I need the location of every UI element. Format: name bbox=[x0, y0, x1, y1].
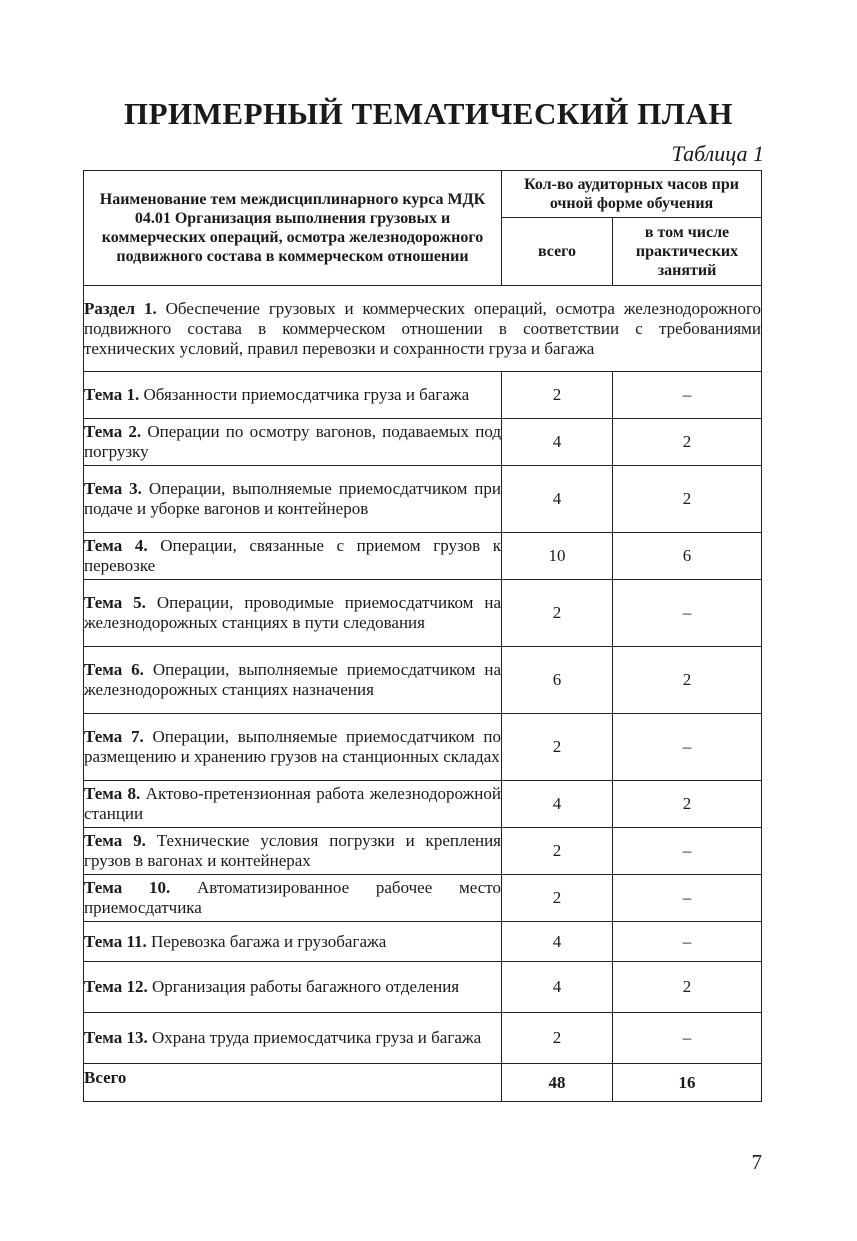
topic-text: Актово-претензионная работа железнодорожной станции bbox=[84, 784, 502, 823]
table-row bbox=[84, 419, 762, 466]
topic-name-cell bbox=[84, 875, 502, 922]
topic-total-hours: 4 bbox=[502, 962, 613, 1013]
topic-total-hours: 6 bbox=[502, 647, 613, 714]
topic-label: Тема 8. bbox=[84, 784, 141, 803]
topic-label: Тема 7. bbox=[84, 727, 144, 746]
topic-text: Охрана труда приемосдатчика груза и багажа bbox=[147, 1028, 482, 1047]
table-row bbox=[84, 533, 762, 580]
table-row bbox=[84, 781, 762, 828]
topic-total-hours: 10 bbox=[502, 533, 613, 580]
topic-text: Операции, выполняемые приемосдатчиком на железнодорожных станциях назначения bbox=[84, 660, 501, 699]
topic-label: Тема 12. bbox=[84, 977, 148, 996]
topic-text: Операции, связанные с приемом грузов к перевозке bbox=[84, 536, 502, 575]
topic-text: Операции, выполняемые приемосдатчиком при подаче и уборке вагонов и контейнеров bbox=[84, 479, 502, 518]
topic-label: Тема 2. bbox=[84, 422, 142, 441]
page-number: 7 bbox=[751, 1150, 762, 1174]
header-hours: Кол-во аудиторных часов при очной форме обучения bbox=[502, 171, 762, 218]
topic-practical-hours: 6 bbox=[613, 533, 762, 580]
topic-practical-hours: – bbox=[613, 372, 762, 419]
topic-total-hours: 2 bbox=[502, 372, 613, 419]
topic-name-cell bbox=[84, 781, 502, 828]
section-cell bbox=[84, 286, 762, 372]
thematic-plan-table bbox=[83, 170, 762, 1102]
page-title: ПРИМЕРНЫЙ ТЕМАТИЧЕСКИЙ ПЛАН bbox=[124, 96, 733, 131]
topic-text: Операции по осмотру вагонов, подаваемых под погрузку bbox=[84, 422, 501, 461]
total-practical-hours: 16 bbox=[613, 1064, 762, 1102]
topic-label: Тема 6. bbox=[84, 660, 144, 679]
table-row bbox=[84, 372, 762, 419]
topic-name-cell bbox=[84, 962, 502, 1013]
topic-practical-hours: 2 bbox=[613, 466, 762, 533]
topic-label: Тема 4. bbox=[84, 536, 148, 555]
topic-name-cell bbox=[84, 828, 502, 875]
table-row bbox=[84, 714, 762, 781]
table-row bbox=[84, 580, 762, 647]
section-text: Обеспечение грузовых и коммерческих операций, осмотра железнодорожного подвижного состава в коммерческом отношении в соответствии с требованиями технических условий, правил перевозки и сохранности груза и багажа bbox=[84, 298, 762, 358]
topic-label: Тема 3. bbox=[84, 479, 142, 498]
header-topic-name: Наименование тем междисциплинарного курса МДК 04.01 Организация выполнения грузовых и коммерческих операций, осмотра железнодорожного подвижного состава в коммерческом отношении bbox=[84, 171, 502, 286]
total-label: Всего bbox=[84, 1064, 502, 1102]
topic-label: Тема 10. bbox=[84, 878, 171, 897]
topic-text: Технические условия погрузки и крепления грузов в вагонах и контейнерах bbox=[84, 831, 502, 870]
topic-total-hours: 2 bbox=[502, 1013, 613, 1064]
topic-total-hours: 4 bbox=[502, 922, 613, 962]
table-row bbox=[84, 466, 762, 533]
topic-practical-hours: – bbox=[613, 1013, 762, 1064]
topic-text: Автоматизированное рабочее место приемосдатчика bbox=[84, 878, 501, 917]
topic-total-hours: 2 bbox=[502, 580, 613, 647]
table-row bbox=[84, 647, 762, 714]
table-row bbox=[84, 962, 762, 1013]
topic-name-cell bbox=[84, 714, 502, 781]
topic-name-cell bbox=[84, 922, 502, 962]
topic-text: Перевозка багажа и грузобагажа bbox=[146, 931, 387, 951]
topic-total-hours: 4 bbox=[502, 466, 613, 533]
topic-practical-hours: – bbox=[613, 922, 762, 962]
topic-practical-hours: 2 bbox=[613, 647, 762, 714]
topic-name-cell bbox=[84, 647, 502, 714]
topic-practical-hours: 2 bbox=[613, 419, 762, 466]
topic-label: Тема 13. bbox=[84, 1028, 148, 1047]
total-hours: 48 bbox=[502, 1064, 613, 1102]
topic-practical-hours: 2 bbox=[613, 781, 762, 828]
header-total: всего bbox=[502, 218, 613, 286]
topic-practical-hours: – bbox=[613, 714, 762, 781]
table-row bbox=[84, 828, 762, 875]
topic-label: Тема 11. bbox=[84, 931, 147, 951]
topic-practical-hours: – bbox=[613, 875, 762, 922]
topic-total-hours: 4 bbox=[502, 419, 613, 466]
topic-total-hours: 2 bbox=[502, 828, 613, 875]
topic-practical-hours: 2 bbox=[613, 962, 762, 1013]
topic-label: Тема 1. bbox=[84, 385, 140, 404]
topic-text: Операции, проводимые приемосдатчиком на железнодорожных станциях в пути следования bbox=[84, 593, 501, 632]
header-practical: в том числе практических занятий bbox=[613, 218, 762, 286]
topic-name-cell bbox=[84, 1013, 502, 1064]
topic-name-cell bbox=[84, 372, 502, 419]
topic-text: Обязанности приемосдатчика груза и багажа bbox=[139, 385, 470, 404]
total-row bbox=[84, 1064, 762, 1102]
topic-total-hours: 2 bbox=[502, 714, 613, 781]
topic-practical-hours: – bbox=[613, 580, 762, 647]
topic-total-hours: 4 bbox=[502, 781, 613, 828]
topic-practical-hours: – bbox=[613, 828, 762, 875]
table-row bbox=[84, 922, 762, 962]
topic-name-cell bbox=[84, 533, 502, 580]
topic-name-cell bbox=[84, 466, 502, 533]
topic-total-hours: 2 bbox=[502, 875, 613, 922]
table-row bbox=[84, 1013, 762, 1064]
section-label: Раздел 1. bbox=[84, 298, 157, 318]
topic-name-cell bbox=[84, 419, 502, 466]
table-caption: Таблица 1 bbox=[671, 141, 764, 166]
topic-label: Тема 9. bbox=[84, 831, 146, 850]
table-row bbox=[84, 875, 762, 922]
topic-text: Организация работы багажного отделения bbox=[147, 977, 460, 996]
topic-text: Операции, выполняемые приемосдатчиком по размещению и хранению грузов на станционных складах bbox=[84, 727, 501, 766]
topic-label: Тема 5. bbox=[84, 593, 146, 612]
topic-name-cell bbox=[84, 580, 502, 647]
section-row bbox=[84, 286, 762, 372]
